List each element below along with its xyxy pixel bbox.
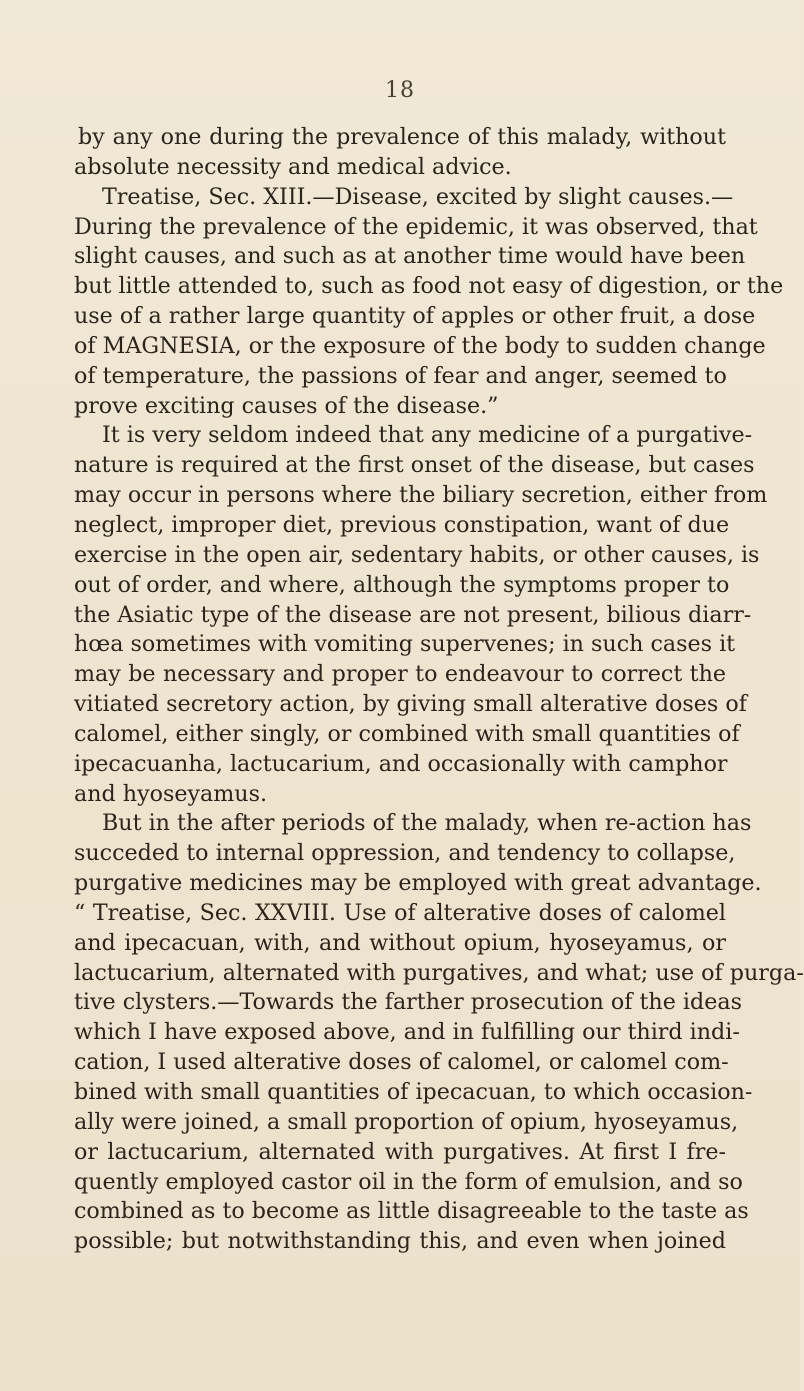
- page-number: 18: [385, 78, 415, 103]
- text-line: cation, I used alterative doses of calomel, or calomel com-: [74, 1049, 729, 1076]
- text-line: prove exciting causes of the disease.”: [74, 392, 499, 419]
- text-line: and hyoseyamus.: [74, 780, 268, 807]
- text-line: bined with small quantities of ipecacuan, to which occasion-: [74, 1079, 753, 1105]
- text-line: During the prevalence of the epidemic, it was observed, that: [74, 213, 758, 240]
- text-line: of MAGNESIA, or the exposure of the body to sudden change: [74, 332, 766, 359]
- text-line: combined as to become as little disagreeable to the taste as: [74, 1198, 749, 1225]
- text-line: by any one during the prevalence of this malady, without: [78, 124, 726, 150]
- text-line: but little attended to, such as food not easy of digestion, or the: [74, 273, 784, 300]
- text-line: and ipecacuan, with, and without opium, hyoseyamus, or: [74, 929, 726, 956]
- text-line: the Asiatic type of the disease are not present, bilious diarr-: [74, 601, 752, 628]
- text-line: ally were joined, a small proportion of opium, hyoseyamus,: [74, 1108, 739, 1135]
- text-line: may occur in persons where the biliary secretion, either from: [74, 482, 768, 509]
- text-line: But in the after periods of the malady, when re-action has: [102, 810, 752, 837]
- text-line: neglect, improper diet, previous constipation, want of due: [74, 511, 730, 538]
- text-line: may be necessary and proper to endeavour to correct the: [74, 661, 726, 688]
- text-line: vitiated secretory action, by giving small alterative doses of: [74, 691, 747, 718]
- text-line: of temperature, the passions of fear and anger, seemed to: [74, 362, 727, 389]
- text-line: purgative medicines may be employed with great advantage.: [74, 870, 762, 897]
- text-line: out of order, and where, although the symptoms proper to: [74, 571, 730, 598]
- text-line: hœa sometimes with vomiting supervenes; in such cases it: [74, 631, 736, 658]
- text-line: slight causes, and such as at another time would have been: [74, 243, 746, 270]
- text-line: It is very seldom indeed that any medicine of a purgative-: [102, 422, 753, 449]
- text-line: possible; but notwithstanding this, and even when joined: [74, 1228, 726, 1255]
- text-line: nature is required at the first onset of the disease, but cases: [74, 452, 755, 479]
- text-line: which I have exposed above, and in fulfilling our third indi-: [74, 1019, 740, 1046]
- text-line: quently employed castor oil in the form of emulsion, and so: [74, 1168, 743, 1195]
- text-line: lactucarium, alternated with purgatives, and what; use of purga-: [74, 959, 804, 986]
- text-line: ipecacuanha, lactucarium, and occasionally with camphor: [74, 750, 728, 777]
- text-line: Treatise, Sec. XIII.—Disease, excited by slight causes.—: [102, 183, 734, 210]
- text-line: tive clysters.—Towards the farther prosecution of the ideas: [74, 989, 742, 1016]
- body-text: [74, 123, 804, 1257]
- text-line: use of a rather large quantity of apples or other fruit, a dose: [74, 303, 756, 330]
- text-line: or lactucarium, alternated with purgatives. At first I fre-: [74, 1138, 726, 1165]
- text-line: “ Treatise, Sec. XXVIII. Use of alterative doses of calomel: [74, 899, 726, 926]
- text-line: exercise in the open air, sedentary habits, or other causes, is: [74, 541, 760, 568]
- text-line: succeded to internal oppression, and tendency to collapse,: [74, 840, 736, 867]
- text-line: calomel, either singly, or combined with small quantities of: [74, 720, 740, 747]
- text-line: absolute necessity and medical advice.: [74, 153, 512, 180]
